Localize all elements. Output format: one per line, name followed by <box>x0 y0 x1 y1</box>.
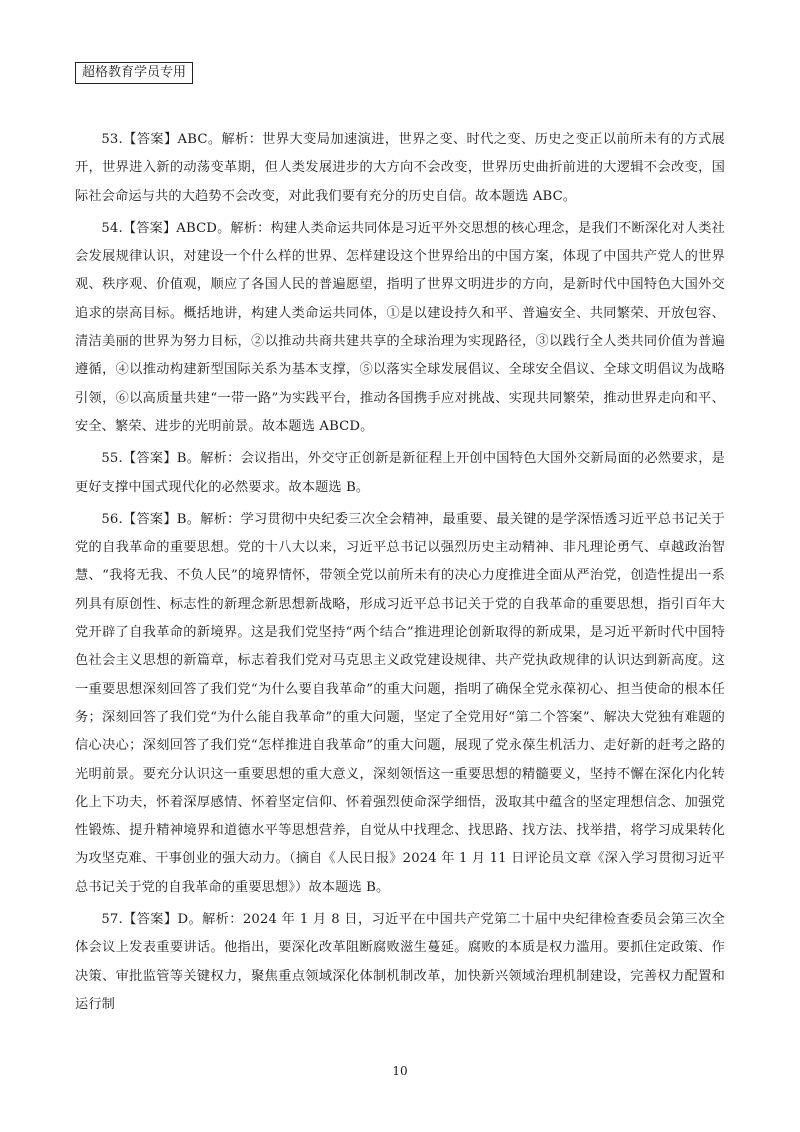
answer-56-paragraph: 56.【答案】B。解析：学习贯彻中央纪委三次全会精神，最重要、最关键的是学深悟透习近平总书记关于党的自我革命的重要思想。党的十八大以来，习近平总书记以强烈历史主动精神、非凡理论勇气、卓越政治智慧、“我将无我、不负人民”的境界情怀，带领全党以前所未有的决心力度推进全面从严治党，创造性提出一系列具有原创性、标志性的新理念新思想新战略，形成习近平总书记关于党的自我革命的重要思想，指引百年大党开辟了自我革命的新境界。这是我们党坚持“两个结合”推进理论创新取得的新成果，是习近平新时代中国特色社会主义思想的新篇章，标志着我们党对马克思主义政党建设规律、共产党执政规律的认识达到新高度。这一重要思想深刻回答了我们党“为什么要自我革命”的重大问题，指明了确保全党永葆初心、担当使命的根本任务；深刻回答了我们党“为什么能自我革命”的重大问题，坚定了全党用好“第二个答案”、解决大党独有难题的信心决心；深刻回答了我们党“怎样推进自我革命”的重大问题，展现了党永葆生机活力、走好新的赶考之路的光明前景。要充分认识这一重要思想的重大意义，深刻领悟这一重要思想的精髓要义，坚持不懈在深化内化转化上下功夫，怀着深厚感情、怀着坚定信仰、怀着强烈使命深学细悟，汲取其中蕴含的坚定理想信念、加强党性锻炼、提升精神境界和道德水平等思想营养，自觉从中找理念、找思路、找方法、找举措，将学习成果转化为攻坚克难、干事创业的强大动力。（摘自《人民日报》2024 年 1 月 11 日评论员文章《深入学习贯彻习近平总书记关于党的自我革命的重要思想》）故本题选 B。 <box>75 511 725 895</box>
page-number: 10 <box>392 1064 408 1078</box>
answer-53-paragraph: 53.【答案】ABC。解析：世界大变局加速演进，世界之变、时代之变、历史之变正以前所未有的方式展开，世界进入新的动荡变革期，但人类发展进步的大方向不会改变，世界历史曲折前进的大逻辑不会改变，国际社会命运与共的大趋势不会改变，对此我们要有充分的历史自信。故本题选 ABC。 <box>75 132 725 204</box>
answer-54-paragraph: 54.【答案】ABCD。解析：构建人类命运共同体是习近平外交思想的核心理念，是我们不断深化对人类社会发展规律认识，对建设一个什么样的世界、怎样建设这个世界给出的中国方案，体现了中国共产党人的世界观、秩序观、价值观，顺应了各国人民的普遍愿望，指明了世界文明进步的方向，是新时代中国特色大国外交追求的崇高目标。概括地讲，构建人类命运共同体，①是以建设持久和平、普遍安全、共同繁荣、开放包容、清洁美丽的世界为努力目标，②以推动共商共建共享的全球治理为实现路径，③以践行全人类共同价值为普遍遵循，④以推动构建新型国际关系为基本支撑，⑤以落实全球发展倡议、全球安全倡议、全球文明倡议为战略引领，⑥以高质量共建“一带一路”为实践平台，推动各国携手应对挑战、实现共同繁荣，推动世界走向和平、安全、繁荣、进步的光明前景。故本题选 ABCD。 <box>75 220 725 434</box>
answer-explanations <box>75 126 725 1023</box>
answer-55-paragraph: 55.【答案】B。解析：会议指出，外交守正创新是新征程上开创中国特色大国外交新局面的必然要求，是更好支撑中国式现代化的必然要求。故本题选 B。 <box>75 451 725 495</box>
header-label: 超格教育学员专用 <box>75 62 193 84</box>
answer-57-paragraph: 57.【答案】D。解析：2024 年 1 月 8 日，习近平在中国共产党第二十届中央纪律检查委员会第三次全体会议上发表重要讲话。他指出，要深化改革阻断腐败滋生蔓延。腐败的本质是权力滥用。要抓住定政策、作决策、审批监管等关键权力，聚焦重点领域深化体制机制改革，加快新兴领域治理机制建设，完善权力配置和运行制 <box>75 912 725 1012</box>
